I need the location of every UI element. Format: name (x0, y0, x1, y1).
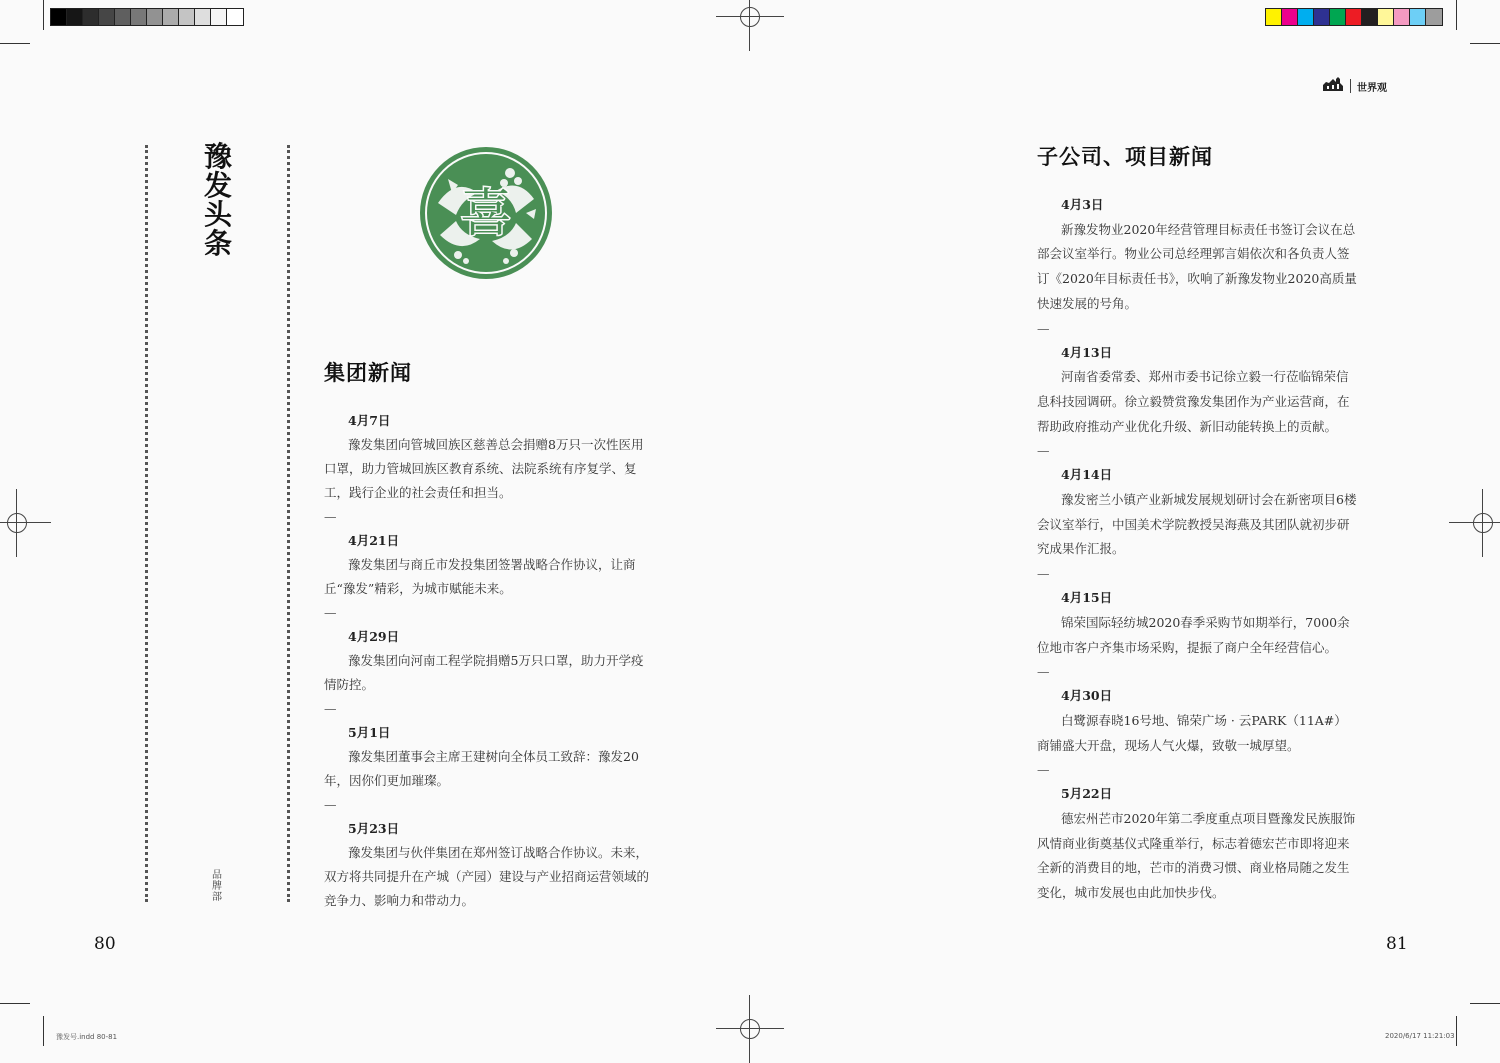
crop-mark (1456, 1016, 1457, 1046)
crop-mark (43, 0, 44, 30)
color-swatch (1394, 9, 1410, 25)
color-swatch (195, 9, 211, 25)
news-date: 5月22日 (1061, 786, 1113, 802)
group-news-list (324, 409, 654, 913)
crop-mark (43, 1016, 44, 1046)
color-swatch (83, 9, 99, 25)
news-item (324, 817, 654, 913)
color-swatch (1330, 9, 1346, 25)
color-swatch (1410, 9, 1426, 25)
color-swatch (115, 9, 131, 25)
color-swatch (1378, 9, 1394, 25)
crop-mark (1470, 43, 1500, 44)
header-divider (1350, 79, 1351, 93)
file-slug: 豫发号.indd 80-81 (56, 1033, 118, 1041)
news-date: 5月23日 (348, 821, 400, 836)
column-title: 豫 发 头 条 (203, 140, 232, 260)
registration-mark-top (716, 0, 784, 51)
news-separator: — (324, 605, 337, 620)
news-item (324, 529, 654, 625)
paper-cut-seal (418, 143, 556, 283)
news-item (1037, 782, 1359, 906)
color-swatch (179, 9, 195, 25)
news-date: 4月21日 (348, 533, 400, 548)
news-item (1037, 463, 1359, 586)
header-label: 世界观 (1357, 82, 1387, 94)
grayscale-bar (50, 8, 244, 26)
news-body: 豫发集团与伙伴集团在郑州签订战略合作协议。未来，双方将共同提升在产城（产园）建设与产业招商运营领域的竞争力、影响力和带动力。 (324, 845, 650, 908)
color-swatch (1426, 9, 1442, 25)
department-label: 品 牌 部 (212, 870, 222, 903)
news-body: 豫发集团与商丘市发投集团签署战略合作协议，让商丘“豫发”精彩，为城市赋能未来。 (324, 557, 636, 596)
news-date: 4月13日 (1061, 344, 1113, 360)
news-separator: — (1037, 664, 1050, 680)
news-body: 锦荣国际轻纺城2020春季采购节如期举行，7000余位地市客户齐集市场采购，提振了商户全年经营信心。 (1037, 614, 1350, 655)
news-separator: — (1037, 443, 1050, 459)
news-date: 4月7日 (348, 413, 391, 428)
registration-mark-left (0, 489, 51, 557)
news-separator: — (1037, 320, 1050, 336)
crop-mark (1456, 0, 1457, 30)
crop-mark (0, 1003, 30, 1004)
news-separator: — (324, 701, 337, 716)
crop-mark (0, 43, 30, 44)
section-title-group-news: 集团新闻 (324, 360, 412, 385)
news-item (1037, 586, 1359, 684)
color-swatch (1314, 9, 1330, 25)
news-date: 5月1日 (348, 725, 391, 740)
color-swatch (1282, 9, 1298, 25)
color-swatch (147, 9, 163, 25)
news-body: 豫发集团董事会主席王建树向全体员工致辞：豫发20年，因你们更加璀璨。 (324, 749, 639, 788)
news-separator: — (324, 509, 337, 524)
news-body: 白鹭源春晓16号地、锦荣广场 · 云PARK（11A#）商铺盛大开盘，现场人气火爆，致敬一城厚望。 (1037, 712, 1347, 753)
subsidiary-news-list (1037, 193, 1359, 906)
news-body: 新豫发物业2020年经营管理目标责任书签订会议在总部会议室举行。物业公司总经理郭言娟依次和各负责人签订《2020年目标责任书》，吹响了新豫发物业2020高质量快速发展的号角。 (1037, 221, 1357, 311)
page-number-left: 80 (94, 934, 116, 954)
building-logo-icon (1322, 76, 1344, 96)
color-swatch (1298, 9, 1314, 25)
news-body: 豫发集团向管城回族区慈善总会捐赠8万只一次性医用口罩，助力管城回族区教育系统、法院系统有序复学、复工，践行企业的社会责任和担当。 (324, 437, 644, 500)
news-date: 4月14日 (1061, 467, 1113, 483)
news-separator: — (1037, 566, 1050, 582)
seal-character: 喜 (459, 184, 513, 244)
color-bar (1265, 8, 1443, 26)
news-date: 4月3日 (1061, 197, 1104, 212)
page-number-right: 81 (1386, 934, 1408, 954)
news-item (1037, 193, 1359, 341)
color-swatch (67, 9, 83, 25)
news-item (324, 409, 654, 529)
news-body: 豫发集团向河南工程学院捐赠5万只口罩，助力开学疫情防控。 (324, 653, 644, 692)
dotted-rule-right (287, 145, 290, 902)
color-swatch (1362, 9, 1378, 25)
news-body: 德宏州芒市2020年第二季度重点项目暨豫发民族服饰风情商业街奠基仪式隆重举行，标志着德宏芒市即将迎来全新的消费目的地，芒市的消费习惯、商业格局随之发生变化，城市发展也由此加快步伐。 (1037, 811, 1356, 901)
registration-mark-bottom (716, 995, 784, 1063)
color-swatch (163, 9, 179, 25)
running-header (1322, 76, 1387, 96)
dotted-rule-left (145, 145, 148, 902)
news-item (324, 625, 654, 721)
color-swatch (227, 9, 243, 25)
color-swatch (131, 9, 147, 25)
news-body: 豫发密兰小镇产业新城发展规划研讨会在新密项目6楼会议室举行，中国美术学院教授吴海燕及其团队就初步研究成果作汇报。 (1037, 492, 1357, 557)
news-separator: — (1037, 762, 1050, 778)
crop-mark (1470, 1003, 1500, 1004)
section-title-subsidiary-news: 子公司、项目新闻 (1037, 144, 1213, 169)
news-date: 4月30日 (1061, 688, 1113, 704)
news-item (1037, 341, 1359, 464)
news-item (1037, 684, 1359, 782)
color-swatch (1266, 9, 1282, 25)
timestamp-slug: 2020/6/17 11:21:03 (1385, 1032, 1455, 1040)
registration-mark-right (1449, 489, 1500, 557)
color-swatch (1346, 9, 1362, 25)
news-date: 4月15日 (1061, 590, 1113, 606)
color-swatch (51, 9, 67, 25)
news-item (324, 721, 654, 817)
color-swatch (99, 9, 115, 25)
news-body: 河南省委常委、郑州市委书记徐立毅一行莅临锦荣信息科技园调研。徐立毅赞赏豫发集团作为产业运营商，在帮助政府推动产业优化升级、新旧动能转换上的贡献。 (1037, 369, 1350, 434)
color-swatch (211, 9, 227, 25)
news-date: 4月29日 (348, 629, 400, 644)
news-separator: — (324, 797, 337, 812)
